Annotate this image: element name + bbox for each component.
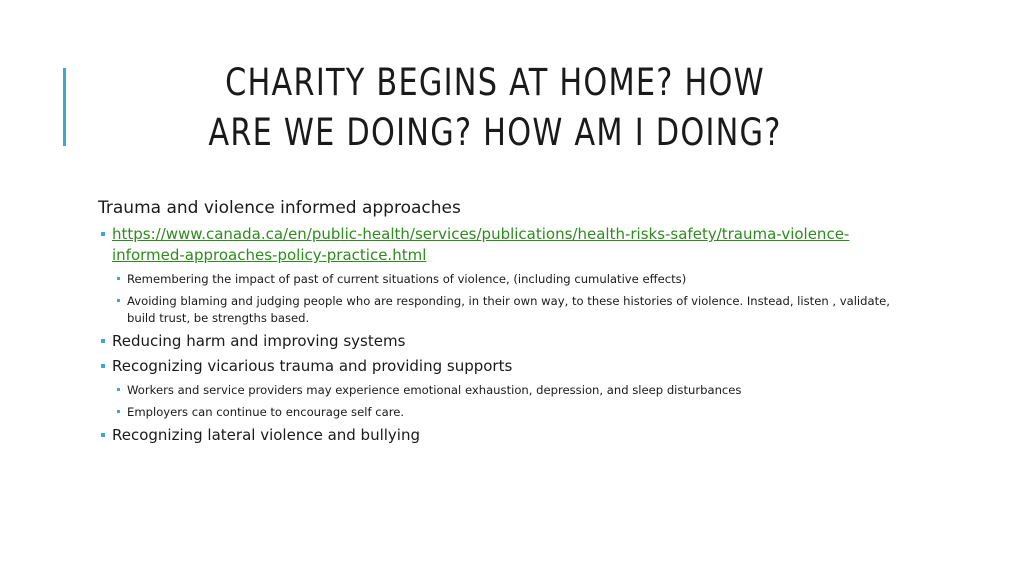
title-accent-bar — [63, 68, 66, 146]
list-item-link — [98, 224, 898, 266]
list-item-harm: Reducing harm and improving systems — [98, 331, 898, 352]
sub-list-item: Workers and service providers may experience emotional exhaustion, depression, and sleep disturbances — [98, 382, 898, 399]
section-heading: Trauma and violence informed approaches — [98, 198, 461, 218]
sub-list-item: Remembering the impact of past of current situations of violence, (including cumulative effects) — [98, 271, 898, 288]
slide-title: CHARITY BEGINS AT HOME? HOW ARE WE DOING? HOW AM I DOING? — [208, 61, 782, 154]
list-item-vicarious: Recognizing vicarious trauma and providing supports — [98, 356, 898, 377]
bullet-list — [98, 224, 898, 446]
sub-list-item: Avoiding blaming and judging people who are responding, in their own way, to these histories of violence. Instead, listen , validate, build trust, be strengths based. — [98, 293, 898, 327]
sub-list-item: Employers can continue to encourage self care. — [98, 404, 898, 421]
list-item-lateral: Recognizing lateral violence and bullying — [98, 425, 898, 446]
policy-link[interactable]: https://www.canada.ca/en/public-health/services/publications/health-risks-safety/trauma-violence-informed-approaches-policy-practice.html — [112, 225, 850, 264]
slide-body — [98, 196, 898, 446]
